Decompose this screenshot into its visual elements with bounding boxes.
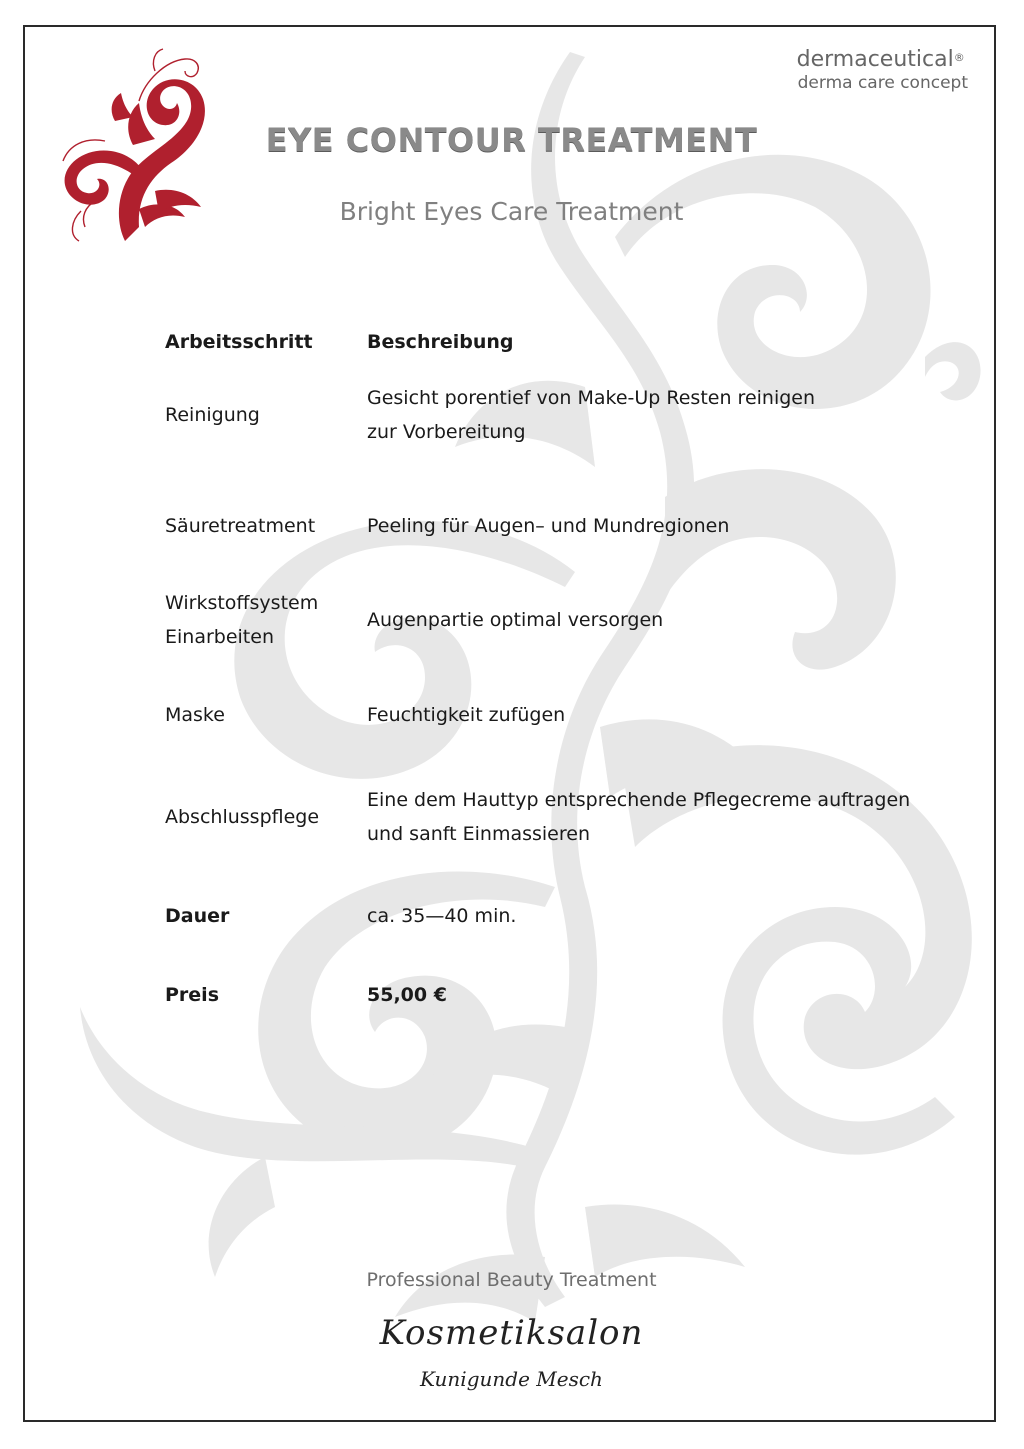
duration-row [165, 899, 945, 933]
brand-name: dermaceutical® [796, 47, 965, 72]
description-cell: Augenpartie optimal versorgen [367, 609, 664, 631]
description-cell: Feuchtigkeit zufügen [367, 704, 566, 726]
registered-mark: ® [953, 51, 965, 64]
salon-name: Kosmetiksalon [379, 1313, 644, 1353]
column-header-step: Arbeitsschritt [165, 331, 313, 353]
price-row [165, 978, 945, 1012]
table-row [165, 380, 945, 450]
table-header-row [165, 327, 945, 357]
table-row [165, 585, 945, 655]
salon-owner: Kunigunde Mesch [420, 1367, 603, 1391]
brand-tagline: derma care concept [797, 73, 968, 93]
document-page [23, 25, 996, 1422]
table-row [165, 509, 945, 543]
description-cell: Gesicht porentief von Make-Up Resten reinigen zur Vorbereitung [367, 387, 816, 443]
duration-value: ca. 35—40 min. [367, 905, 517, 927]
step-cell: Abschlusspflege [165, 806, 320, 828]
brand-logo [797, 47, 968, 93]
column-header-description: Beschreibung [367, 331, 514, 353]
table-row [165, 782, 945, 852]
footer-tagline: Professional Beauty Treatment [366, 1269, 657, 1291]
table-row [165, 698, 945, 732]
step-cell: Wirkstoffsystem Einarbeiten [165, 592, 319, 648]
step-cell: Maske [165, 704, 225, 726]
description-cell: Eine dem Hauttyp entsprechende Pflegecreme auftragen und sanft Einmassieren [367, 789, 911, 845]
price-value: 55,00 € [367, 984, 447, 1006]
duration-label: Dauer [165, 905, 230, 927]
price-label: Preis [165, 984, 220, 1006]
step-cell: Reinigung [165, 404, 260, 426]
page-title: EYE CONTOUR TREATMENT [265, 121, 758, 159]
page-subtitle: Bright Eyes Care Treatment [339, 197, 684, 226]
step-cell: Säuretreatment [165, 515, 316, 537]
description-cell: Peeling für Augen– und Mundregionen [367, 515, 730, 537]
